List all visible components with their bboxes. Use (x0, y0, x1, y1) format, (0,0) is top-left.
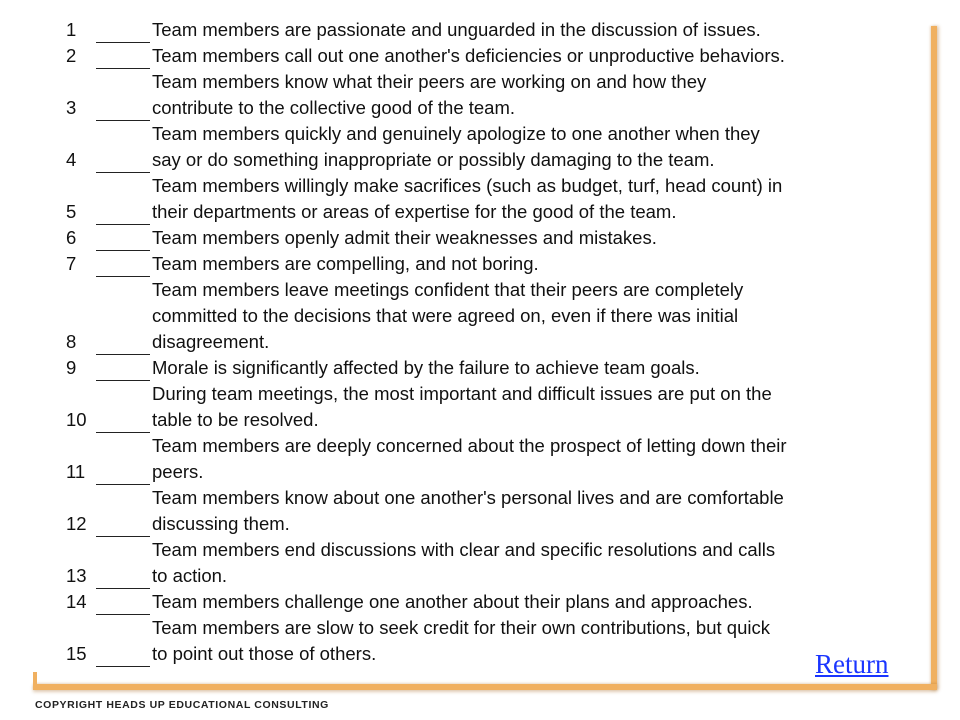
list-item (66, 17, 866, 43)
item-text: Team members are slow to seek credit for their own contributions, but quick to point out those of others. (152, 617, 770, 664)
list-item (66, 589, 866, 615)
list-item (66, 355, 866, 381)
list-item (66, 537, 866, 589)
item-text: During team meetings, the most important and difficult issues are put on the table to be resolved. (152, 383, 772, 430)
item-text: Team members know about one another's personal lives and are comfortable discussing them. (152, 487, 784, 534)
item-number: 14 (66, 591, 87, 612)
item-text: Team members know what their peers are working on and how they contribute to the collective good of the team. (152, 71, 707, 118)
list-item (66, 381, 866, 433)
item-text: Team members call out one another's deficiencies or unproductive behaviors. (152, 45, 785, 66)
answer-blank[interactable] (96, 412, 150, 433)
item-number: 7 (66, 253, 77, 274)
item-text: Team members are deeply concerned about the prospect of letting down their peers. (152, 435, 787, 482)
item-number: 2 (66, 45, 77, 66)
item-number: 6 (66, 227, 77, 248)
item-text: Team members end discussions with clear and specific resolutions and calls to action. (152, 539, 776, 586)
item-number: 12 (66, 513, 87, 534)
answer-blank[interactable] (96, 360, 150, 381)
questionnaire-list (66, 17, 866, 667)
list-item (66, 225, 866, 251)
item-number: 10 (66, 409, 87, 430)
frame-border-bottom (33, 684, 937, 690)
item-number: 1 (66, 19, 77, 40)
item-text: Morale is significantly affected by the failure to achieve team goals. (152, 357, 700, 378)
answer-blank[interactable] (96, 334, 150, 355)
list-item (66, 615, 866, 667)
answer-blank[interactable] (96, 256, 150, 277)
answer-blank[interactable] (96, 204, 150, 225)
frame-border-right (931, 26, 937, 690)
copyright-footer: COPYRIGHT HEADS UP EDUCATIONAL CONSULTING (35, 699, 329, 711)
answer-blank[interactable] (96, 516, 150, 537)
item-number: 8 (66, 331, 77, 352)
answer-blank[interactable] (96, 48, 150, 69)
item-number: 9 (66, 357, 77, 378)
list-item (66, 43, 866, 69)
item-number: 4 (66, 149, 77, 170)
item-text: Team members quickly and genuinely apologize to one another when they say or do something inappropriate or possibly damaging to the team. (152, 123, 760, 170)
list-item (66, 277, 866, 355)
list-item (66, 173, 866, 225)
item-text: Team members are compelling, and not boring. (152, 253, 539, 274)
answer-blank[interactable] (96, 100, 150, 121)
item-text: Team members willingly make sacrifices (such as budget, turf, head count) in their departments or areas of expertise for the good of the team. (152, 175, 783, 222)
answer-blank[interactable] (96, 594, 150, 615)
item-number: 11 (66, 461, 86, 482)
item-text: Team members challenge one another about their plans and approaches. (152, 591, 753, 612)
item-number: 15 (66, 643, 87, 664)
item-number: 3 (66, 97, 77, 118)
answer-blank[interactable] (96, 152, 150, 173)
answer-blank[interactable] (96, 22, 150, 43)
answer-blank[interactable] (96, 568, 150, 589)
list-item (66, 485, 866, 537)
answer-blank[interactable] (96, 464, 150, 485)
list-item (66, 433, 866, 485)
list-item (66, 69, 866, 121)
list-item (66, 251, 866, 277)
item-text: Team members leave meetings confident that their peers are completely committed to the decisions that were agreed on, even if there was initial disagreement. (152, 279, 744, 352)
list-item (66, 121, 866, 173)
item-number: 5 (66, 201, 77, 222)
return-link[interactable]: Return (815, 649, 889, 679)
frame-border-left (33, 672, 37, 688)
answer-blank[interactable] (96, 230, 150, 251)
item-text: Team members are passionate and unguarded in the discussion of issues. (152, 19, 761, 40)
item-number: 13 (66, 565, 87, 586)
item-text: Team members openly admit their weaknesses and mistakes. (152, 227, 657, 248)
answer-blank[interactable] (96, 646, 150, 667)
